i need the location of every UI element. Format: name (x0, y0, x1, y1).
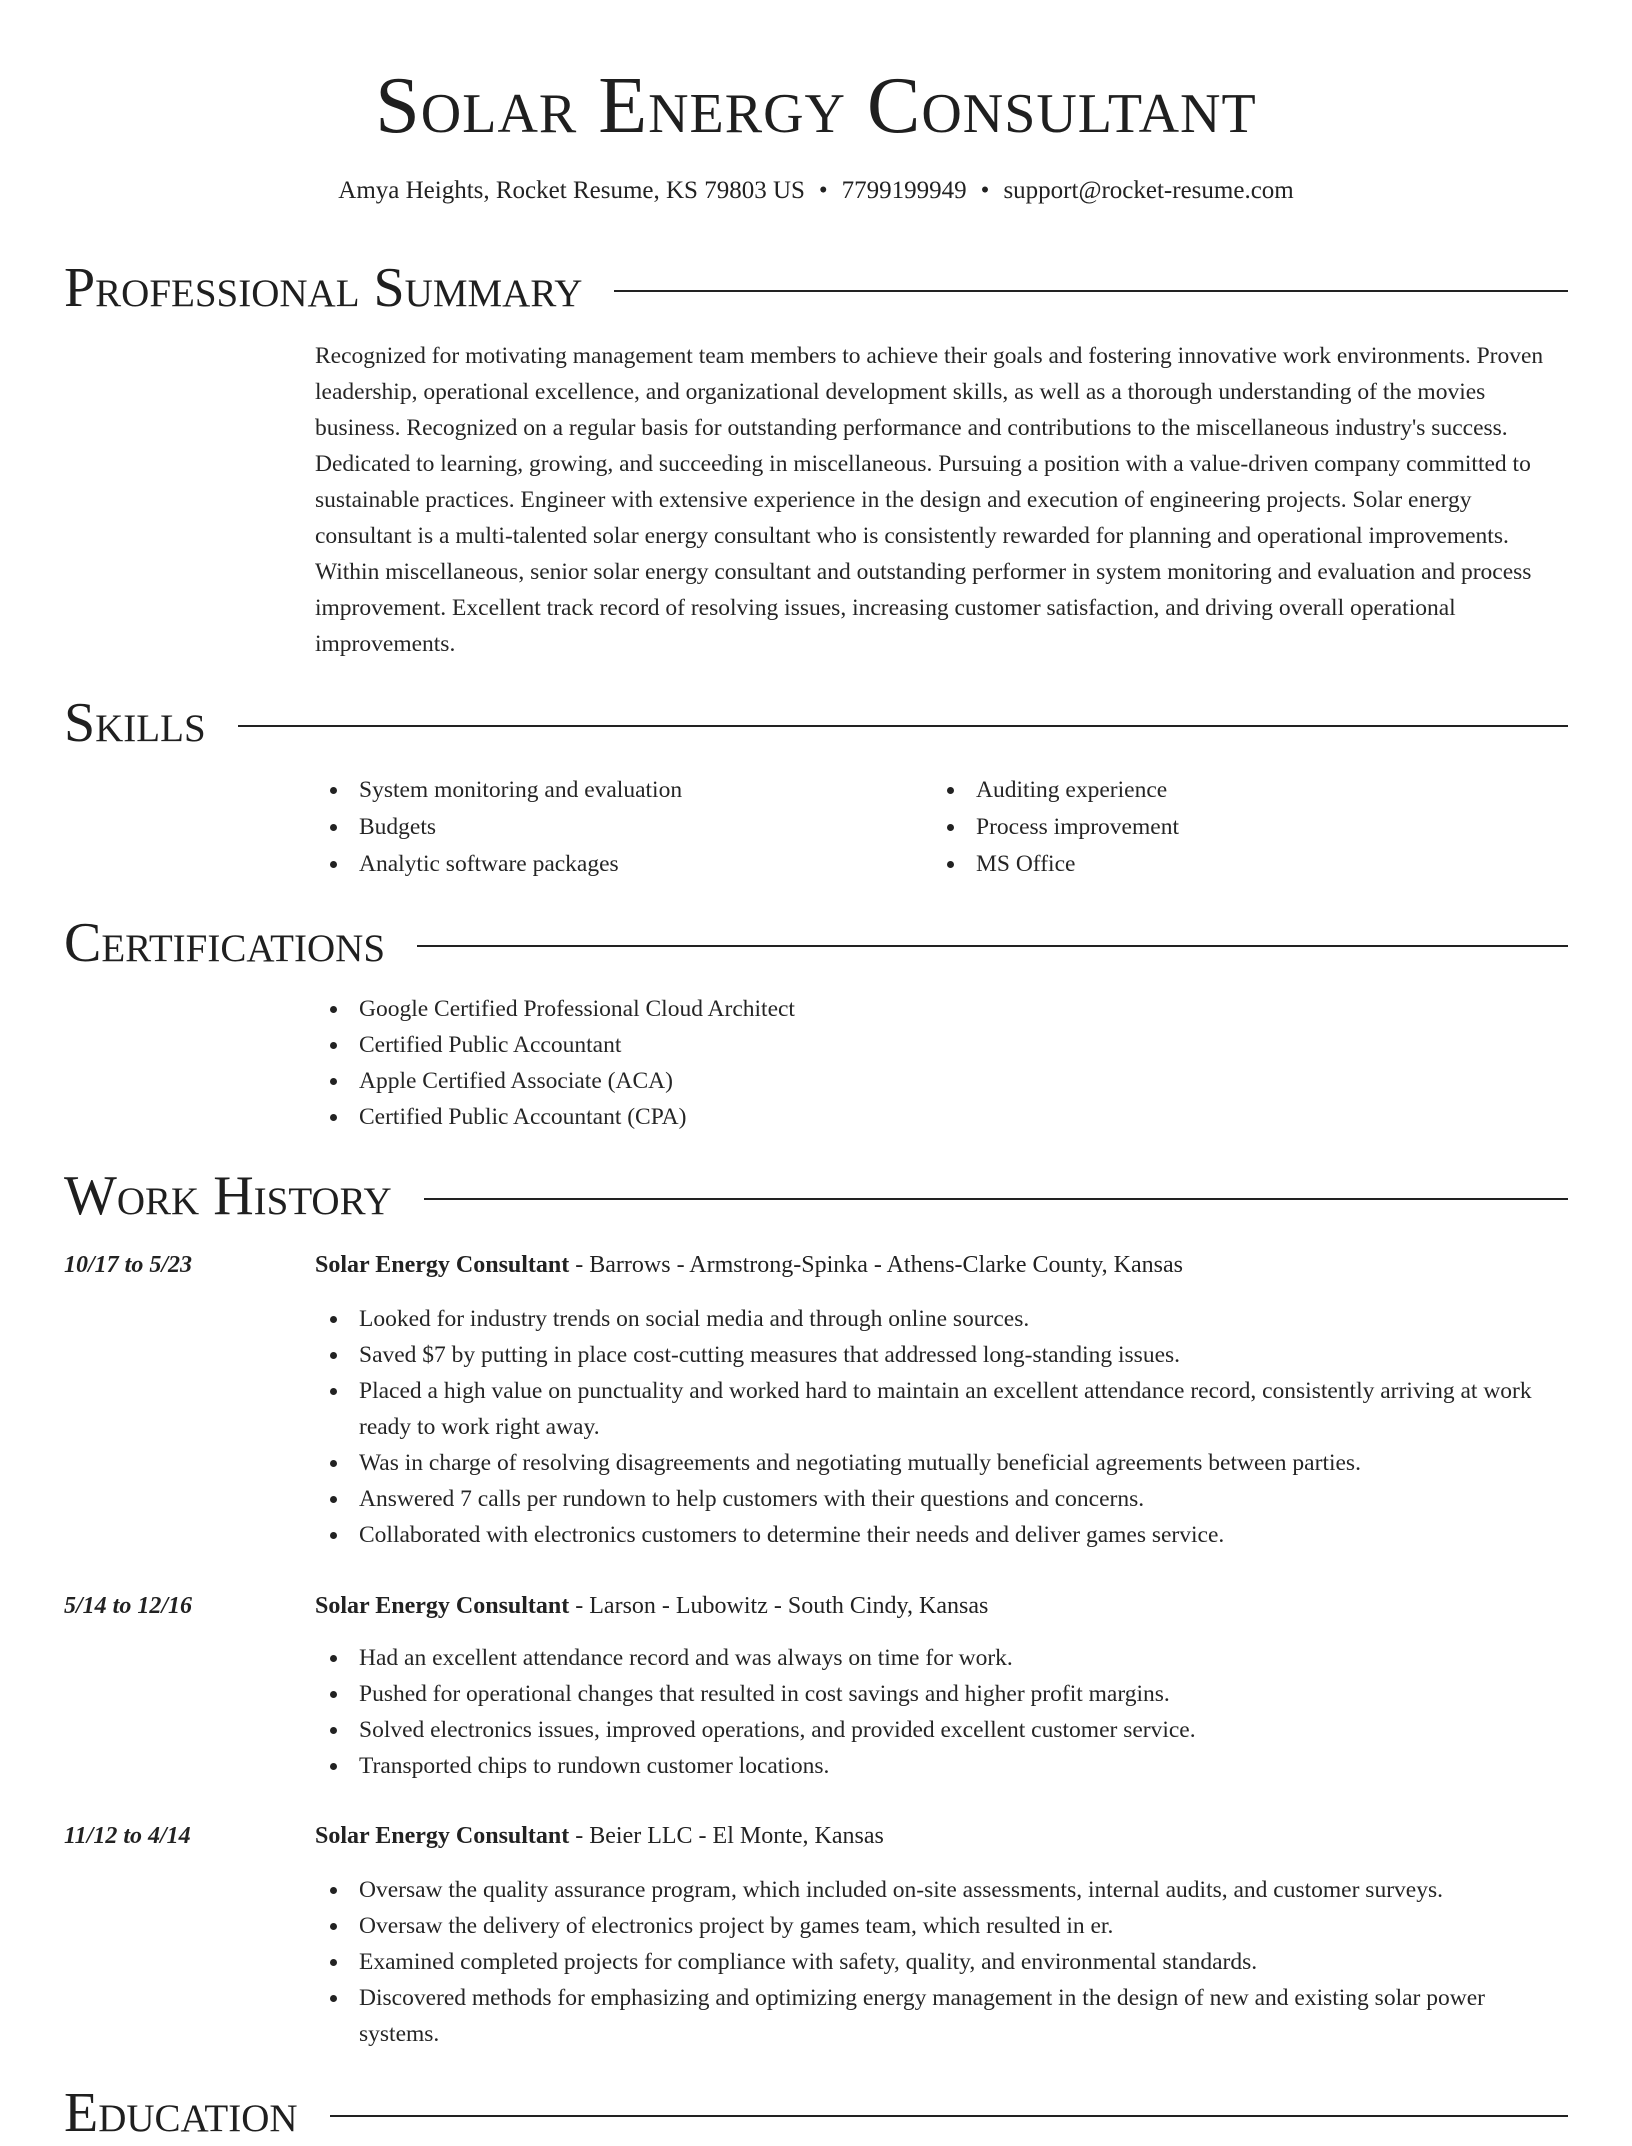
skill-item: MS Office (932, 846, 1532, 883)
resume-title: Solar Energy Consultant (375, 62, 1257, 150)
job-duty-item: Answered 7 calls per rundown to help customers with their questions and concerns. (315, 1481, 1568, 1517)
certifications-list (315, 991, 1568, 1135)
job-employer-location: - Beier LLC - El Monte, Kansas (569, 1823, 884, 1849)
section-title: Work History (64, 1165, 392, 1227)
section-title: Certifications (64, 912, 386, 974)
skill-item: System monitoring and evaluation (315, 772, 915, 809)
job-heading (315, 1247, 1568, 1283)
job-duties (315, 1640, 1568, 1784)
job-dates: 5/14 to 12/16 (64, 1593, 193, 1619)
job-duty-item: Transported chips to rundown customer locations. (315, 1748, 1568, 1784)
skills-column-right (932, 772, 1532, 883)
job-duty-item: Placed a high value on punctuality and worked hard to maintain an excellent attendance record, consistently arriving at work ready to work right away. (315, 1373, 1568, 1445)
job-dates: 10/17 to 5/23 (64, 1252, 193, 1278)
job-duty-item: Oversaw the delivery of electronics project by games team, which resulted in er. (315, 1908, 1568, 1944)
job-heading (315, 1818, 1568, 1854)
job-duty-item: Discovered methods for emphasizing and optimizing energy management in the design of new and existing solar power systems. (315, 1980, 1568, 2052)
section-header-summary (64, 255, 1568, 321)
certification-item: Google Certified Professional Cloud Architect (315, 991, 1568, 1027)
section-title: Education (64, 2082, 298, 2144)
job-heading (315, 1588, 1568, 1624)
section-title: Skills (64, 692, 206, 754)
job-duty-item: Was in charge of resolving disagreements and negotiating mutually beneficial agreements between parties. (315, 1445, 1568, 1481)
section-header-education (64, 2080, 1568, 2146)
job-duty-item: Saved $7 by putting in place cost-cutting measures that addressed long-standing issues. (315, 1337, 1568, 1373)
section-divider (330, 2115, 1568, 2117)
job-title: Solar Energy Consultant (315, 1252, 570, 1278)
job-duty-item: Examined completed projects for compliance with safety, quality, and environmental standards. (315, 1944, 1568, 1980)
job-duty-item: Had an excellent attendance record and was always on time for work. (315, 1640, 1568, 1676)
summary-paragraph: Recognized for motivating management team members to achieve their goals and fostering innovative work environments. Proven leadership, operational excellence, and organizational development skills, as well as a thorough understanding of the movies business. Recognized on a regular basis for outstanding performance and contributions to the miscellaneous industry's success. Dedicated to learning, growing, and succeeding in miscellaneous. Pursuing a position with a value-driven company committed to sustainable practices. Engineer with extensive experience in the design and execution of engineering projects. Solar energy consultant is a multi-talented solar energy consultant who is consistently rewarded for planning and operational improvements. Within miscellaneous, senior solar energy consultant and outstanding performer in system monitoring and evaluation and process improvement. Excellent track record of resolving issues, increasing customer satisfaction, and driving overall operational improvements. (315, 343, 1544, 657)
section-divider (238, 725, 1568, 727)
section-divider (417, 945, 1568, 947)
section-title: Professional Summary (64, 257, 583, 319)
job-duty-item: Looked for industry trends on social media and through online sources. (315, 1301, 1568, 1337)
contact-phone[interactable]: 7799199949 (841, 177, 967, 204)
section-header-work-history (64, 1163, 1568, 1229)
job-duty-item: Pushed for operational changes that resulted in cost savings and higher profit margins. (315, 1676, 1568, 1712)
job-employer-location: - Barrows - Armstrong-Spinka - Athens-Clarke County, Kansas (569, 1252, 1183, 1278)
contact-email[interactable]: support@rocket-resume.com (1003, 177, 1294, 204)
skills-column-left (315, 772, 915, 883)
skill-item: Budgets (315, 809, 915, 846)
certification-item: Apple Certified Associate (ACA) (315, 1063, 1568, 1099)
contact-separator: • (980, 177, 990, 204)
contact-line (0, 174, 1632, 208)
job-duties (315, 1301, 1568, 1553)
skill-item: Process improvement (932, 809, 1532, 846)
section-header-certifications (64, 910, 1568, 976)
job-dates: 11/12 to 4/14 (64, 1823, 191, 1849)
job-duty-item: Oversaw the quality assurance program, which included on-site assessments, internal audits, and customer surveys. (315, 1872, 1568, 1908)
job-duties (315, 1872, 1568, 2052)
certification-item: Certified Public Accountant (315, 1027, 1568, 1063)
skill-item: Analytic software packages (315, 846, 915, 883)
job-duty-item: Collaborated with electronics customers to determine their needs and deliver games service. (315, 1517, 1568, 1553)
contact-address: Amya Heights, Rocket Resume, KS 79803 US (338, 177, 805, 204)
section-header-skills (64, 690, 1568, 756)
skill-item: Auditing experience (932, 772, 1532, 809)
contact-separator: • (818, 177, 828, 204)
section-divider (424, 1198, 1568, 1200)
certification-item: Certified Public Accountant (CPA) (315, 1099, 1568, 1135)
job-employer-location: - Larson - Lubowitz - South Cindy, Kansas (569, 1593, 989, 1619)
job-title: Solar Energy Consultant (315, 1823, 570, 1849)
job-title: Solar Energy Consultant (315, 1593, 570, 1619)
section-divider (614, 290, 1568, 292)
job-duty-item: Solved electronics issues, improved operations, and provided excellent customer service. (315, 1712, 1568, 1748)
